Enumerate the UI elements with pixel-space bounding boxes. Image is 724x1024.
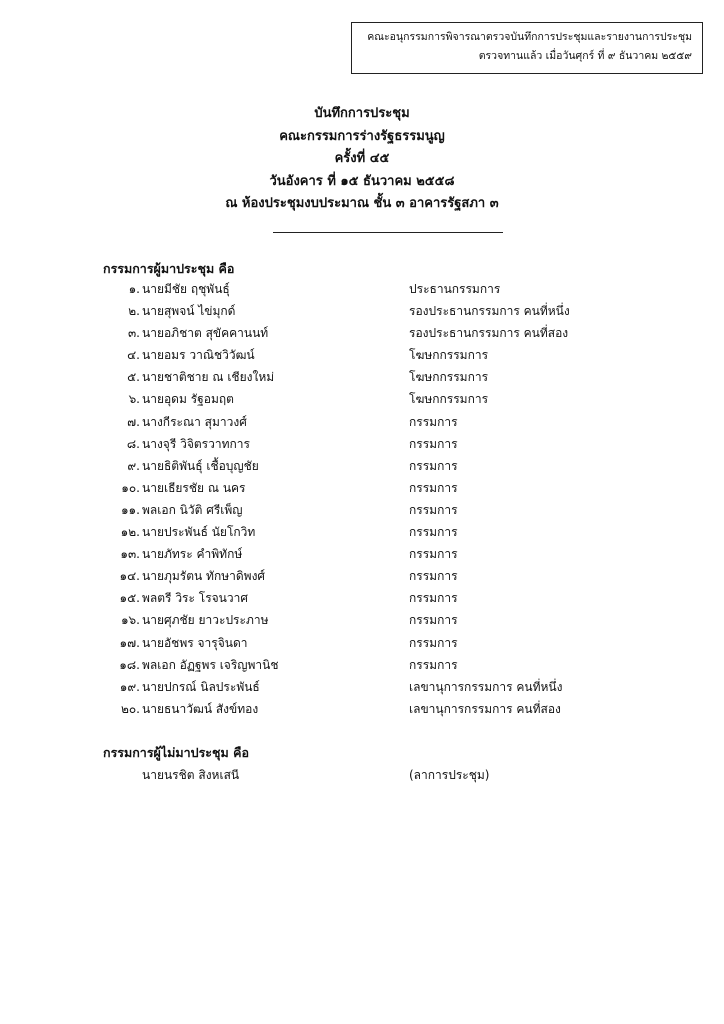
member-name: นายชาติชาย ณ เชียงใหม่ bbox=[142, 370, 275, 385]
member-role: รองประธานกรรมการ คนที่สอง bbox=[409, 326, 569, 341]
header-divider bbox=[273, 232, 503, 233]
member-number: ๙. bbox=[127, 458, 140, 473]
member-role: รองประธานกรรมการ คนที่หนึ่ง bbox=[409, 304, 570, 319]
member-role: กรรมการ bbox=[409, 480, 458, 495]
list-item bbox=[0, 280, 724, 302]
member-role: กรรมการ bbox=[409, 657, 458, 672]
member-name: พลเอก อัฏฐพร เจริญพานิช bbox=[142, 657, 279, 672]
member-name: นางกีระณา สุมาวงศ์ bbox=[142, 414, 247, 429]
member-name: นายปกรณ์ นิลประพันธ์ bbox=[142, 679, 260, 694]
list-item bbox=[0, 634, 724, 656]
member-name: นายศุภชัย ยาวะประภาษ bbox=[142, 613, 269, 628]
member-role: กรรมการ bbox=[409, 436, 458, 451]
member-name: นายอุดม รัฐอมฤต bbox=[142, 392, 234, 407]
list-item bbox=[0, 678, 724, 700]
list-item bbox=[0, 523, 724, 545]
member-name: นายธนาวัฒน์ สังข์ทอง bbox=[142, 701, 259, 716]
member-role: กรรมการ bbox=[409, 591, 458, 606]
member-number: ๑๔. bbox=[119, 569, 140, 584]
member-name: นายนรชิต สิงหเสนี bbox=[142, 768, 240, 782]
member-name: นายธิติพันธุ์ เชื้อบุญชัย bbox=[142, 458, 259, 473]
list-item bbox=[0, 413, 724, 435]
member-name: นายภัทระ คำพิทักษ์ bbox=[142, 547, 243, 562]
list-item bbox=[0, 346, 724, 368]
member-role: กรรมการ bbox=[409, 635, 458, 650]
member-number: ๒. bbox=[128, 304, 140, 319]
member-number: ๑๒. bbox=[120, 525, 140, 540]
list-item bbox=[0, 611, 724, 633]
member-name: นายอัชพร จารุจินดา bbox=[142, 635, 248, 650]
list-item bbox=[0, 390, 724, 412]
member-role: เลขานุการกรรมการ คนที่สอง bbox=[409, 701, 561, 716]
member-name: นายมีชัย ฤชุพันธุ์ bbox=[142, 282, 230, 296]
list-item bbox=[0, 700, 724, 722]
member-role: กรรมการ bbox=[409, 569, 458, 584]
member-role: กรรมการ bbox=[409, 525, 458, 540]
member-number: ๑. bbox=[128, 282, 140, 296]
member-number: ๓. bbox=[127, 326, 140, 341]
header-committee: คณะกรรมการร่างรัฐธรรมนูญ bbox=[279, 128, 445, 144]
member-number: ๑๗. bbox=[119, 635, 140, 650]
document-header bbox=[0, 103, 724, 216]
member-name: นายสุพจน์ ไข่มุกด์ bbox=[142, 304, 236, 319]
member-number: ๑๖. bbox=[120, 613, 140, 628]
stamp-line-2: ตรวจทานแล้ว เมื่อวันศุกร์ ที่ ๙ ธันวาคม ๒๕๕๙ bbox=[478, 50, 692, 62]
list-item bbox=[0, 589, 724, 611]
member-number: ๔. bbox=[127, 348, 140, 363]
list-item bbox=[0, 656, 724, 678]
member-role: กรรมการ bbox=[409, 414, 458, 429]
list-item bbox=[0, 368, 724, 390]
member-number: ๒๐. bbox=[120, 701, 140, 716]
member-name: นายอมร วาณิชวิวัฒน์ bbox=[142, 348, 255, 363]
present-section-title: กรรมการผู้มาประชุม คือ bbox=[103, 261, 235, 276]
member-role: เลขานุการกรรมการ คนที่หนึ่ง bbox=[409, 679, 563, 694]
member-name: พลเอก นิวัติ ศรีเพ็ญ bbox=[142, 502, 243, 517]
list-item bbox=[0, 324, 724, 346]
member-role: โฆษกกรรมการ bbox=[409, 392, 489, 407]
list-item bbox=[0, 501, 724, 523]
list-item bbox=[0, 479, 724, 501]
header-title: บันทึกการประชุม bbox=[314, 106, 410, 121]
member-number: ๗. bbox=[127, 414, 140, 429]
header-date: วันอังคาร ที่ ๑๕ ธันวาคม ๒๕๕๘ bbox=[269, 173, 455, 189]
member-number: ๑๓. bbox=[120, 547, 140, 562]
stamp-line-1: คณะอนุกรรมการพิจารณาตรวจบันทึกการประชุมและรายงานการประชุม bbox=[367, 31, 692, 43]
list-item bbox=[0, 545, 724, 567]
member-number: ๑๐. bbox=[121, 480, 140, 495]
member-role: กรรมการ bbox=[409, 547, 458, 562]
member-role: ประธานกรรมการ bbox=[409, 282, 501, 296]
member-role: โฆษกกรรมการ bbox=[409, 370, 489, 385]
member-number: ๘. bbox=[126, 436, 140, 451]
absent-section-title: กรรมการผู้ไม่มาประชุม คือ bbox=[103, 745, 249, 760]
member-name: นายอภิชาต สุขัคคานนท์ bbox=[142, 326, 269, 341]
member-name: นายภุมรัตน ทักษาดิพงศ์ bbox=[142, 569, 266, 584]
member-role: กรรมการ bbox=[409, 458, 458, 473]
member-number: ๖. bbox=[128, 392, 140, 407]
present-members-list bbox=[0, 280, 724, 722]
list-item bbox=[0, 302, 724, 324]
member-role: กรรมการ bbox=[409, 613, 458, 628]
member-number: ๑๙. bbox=[119, 679, 140, 694]
list-item bbox=[0, 567, 724, 589]
member-name: พลตรี วิระ โรจนวาศ bbox=[142, 591, 248, 606]
member-number: ๑๑. bbox=[120, 502, 140, 517]
member-number: ๑๕. bbox=[119, 591, 140, 606]
list-item bbox=[0, 435, 724, 457]
header-location: ณ ห้องประชุมงบประมาณ ชั้น ๓ อาคารรัฐสภา ๓ bbox=[225, 196, 499, 211]
absent-member-row bbox=[0, 766, 724, 788]
member-number: ๕. bbox=[127, 370, 140, 385]
member-role: กรรมการ bbox=[409, 502, 458, 517]
member-name: นายประพันธ์ นัยโกวิท bbox=[142, 525, 256, 540]
member-role: (ลาการประชุม) bbox=[409, 768, 490, 782]
list-item bbox=[0, 457, 724, 479]
review-stamp-box bbox=[351, 22, 703, 74]
member-number: ๑๘. bbox=[119, 657, 140, 672]
member-name: นางจุรี วิจิตรวาทการ bbox=[142, 436, 250, 451]
member-role: โฆษกกรรมการ bbox=[409, 348, 489, 363]
member-name: นายเธียรชัย ณ นคร bbox=[142, 480, 246, 495]
header-session: ครั้งที่ ๔๕ bbox=[334, 151, 390, 166]
